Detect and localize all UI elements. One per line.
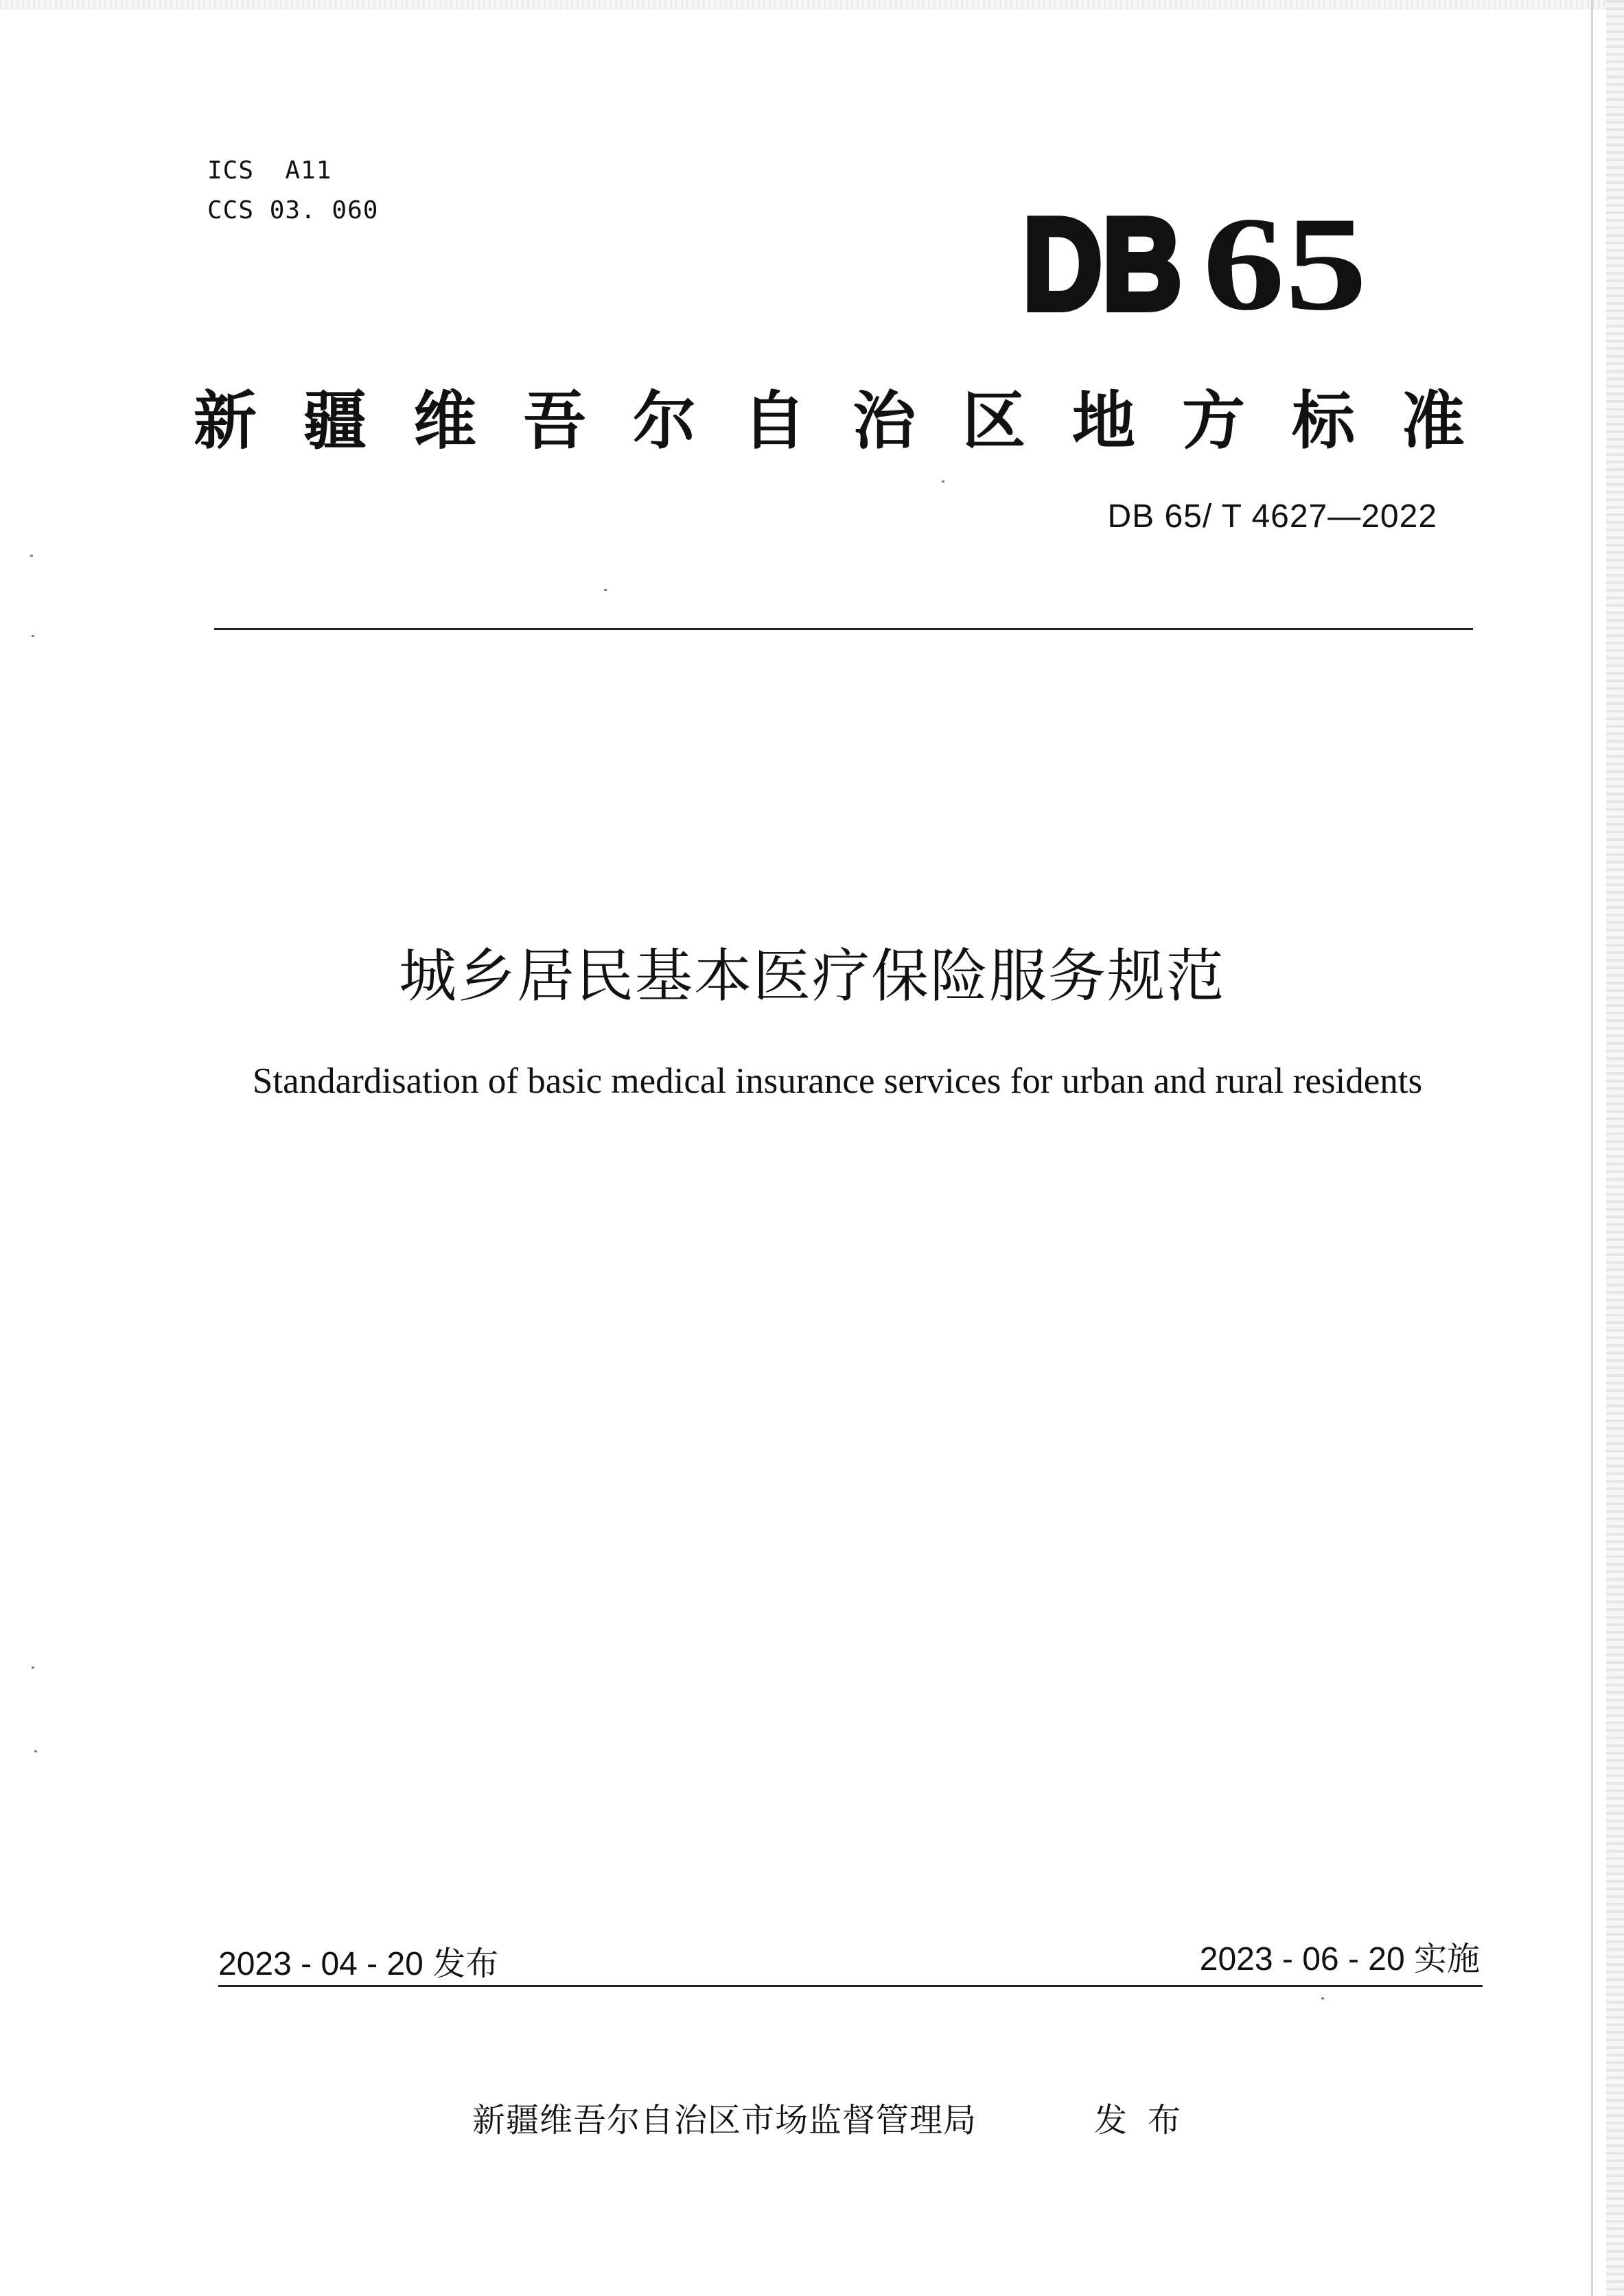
publish-action: 发布 <box>1094 2101 1202 2140</box>
classification-codes <box>207 151 378 231</box>
scan-speck <box>34 1750 37 1752</box>
scan-speck <box>942 480 944 483</box>
scan-speck <box>32 1667 34 1669</box>
issue-date: 2023 - 04 - 20 发布 <box>218 1946 499 1982</box>
logo-prefix: DB <box>1023 202 1182 326</box>
header-rule <box>214 628 1473 630</box>
scan-speck <box>30 555 33 557</box>
document-title-en: Standardisation of basic medical insurance services for urban and rural residents <box>252 1061 1423 1101</box>
implementation-date: 2023 - 06 - 20 实施 <box>1199 1941 1480 1978</box>
ccs-code: CCS 03. 060 <box>207 196 379 224</box>
scan-speck <box>1321 1997 1324 1999</box>
logo-number: 65 <box>1203 202 1367 326</box>
ics-code: ICS A11 <box>207 156 332 185</box>
db65-logo <box>1023 202 1380 326</box>
scan-speck <box>32 635 34 637</box>
standard-category: 新疆维吾尔自治区地方标准 <box>194 384 1512 458</box>
document-title-zh: 城乡居民基本医疗保险服务规范 <box>398 942 1225 1010</box>
scan-edge-top <box>0 0 1624 10</box>
scan-edge-right <box>1606 0 1624 2296</box>
footer-rule <box>218 1985 1483 1987</box>
publisher-name: 新疆维吾尔自治区市场监督管理局 <box>472 2101 977 2140</box>
scan-edge-line <box>1591 0 1593 2296</box>
scan-speck <box>604 589 607 591</box>
standard-code: DB 65/ T 4627—2022 <box>1107 498 1437 535</box>
